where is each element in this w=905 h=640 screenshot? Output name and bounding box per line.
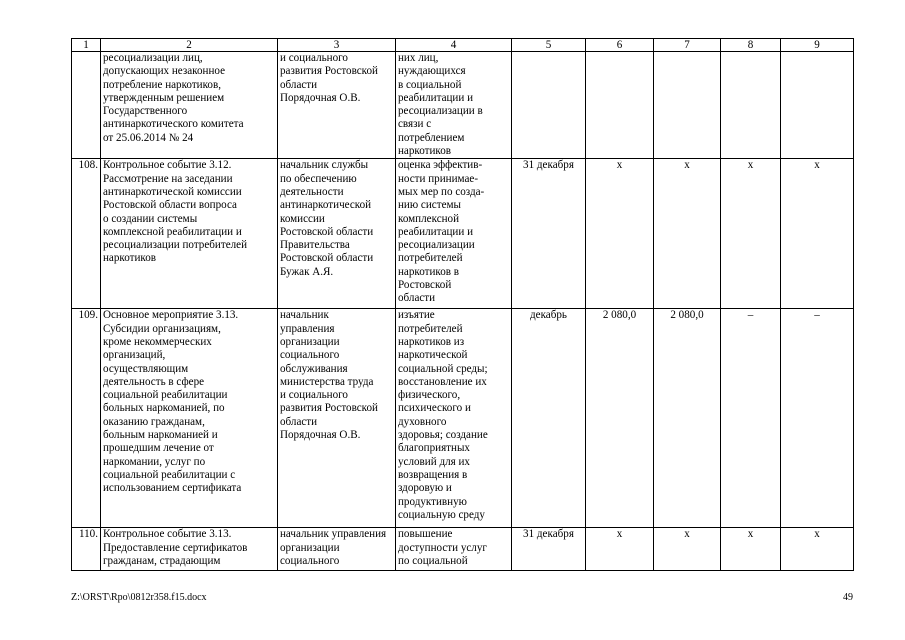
row-number: 110. xyxy=(72,528,101,571)
date-cell: декабрь xyxy=(512,309,586,528)
page-number: 49 xyxy=(843,592,853,603)
value-cell-8: х xyxy=(721,159,781,309)
value-cell-8 xyxy=(721,52,781,159)
value-cell-7: х xyxy=(654,159,721,309)
value-cell-7: 2 080,0 xyxy=(654,309,721,528)
value-cell-9: – xyxy=(781,309,854,528)
col-header-8: 8 xyxy=(721,39,781,52)
table-row xyxy=(72,159,854,309)
event-cell: ресоциализации лиц, допускающих незаконное потребление наркотиков, утвержденным решением Государственного антинаркотического комитета от 25.06.2014 № 24 xyxy=(101,52,278,159)
date-cell: 31 декабря xyxy=(512,528,586,571)
responsible-cell: и социального развития Ростовской области Порядочная О.В. xyxy=(278,52,396,159)
col-header-5: 5 xyxy=(512,39,586,52)
event-cell: Контрольное событие 3.12. Рассмотрение на заседании антинаркотической комиссии Ростовской области вопроса о создании системы комплексной реабилитации и ресоциализации потребителей наркотиков xyxy=(101,159,278,309)
responsible-cell: начальник управления организации социального xyxy=(278,528,396,571)
row-number xyxy=(72,52,101,159)
col-header-6: 6 xyxy=(586,39,654,52)
result-cell: повышение доступности услуг по социальной xyxy=(396,528,512,571)
header-row xyxy=(72,39,854,52)
plan-table xyxy=(71,38,854,571)
result-cell: них лиц, нуждающихся в социальной реабилитации и ресоциализации в связи с потреблением наркотиков xyxy=(396,52,512,159)
date-cell xyxy=(512,52,586,159)
result-cell: изъятие потребителей наркотиков из наркотической социальной среды; восстановление их физического, психического и духовного здоровья; создание благоприятных условий для их возвращения в здоровую и продуктивную социальную среду xyxy=(396,309,512,528)
table-row xyxy=(72,528,854,571)
responsible-cell: начальник управления организации социального обслуживания министерства труда и социального развития Ростовской области Порядочная О.В. xyxy=(278,309,396,528)
col-header-1: 1 xyxy=(72,39,101,52)
value-cell-9: х xyxy=(781,159,854,309)
value-cell-7 xyxy=(654,52,721,159)
col-header-4: 4 xyxy=(396,39,512,52)
event-cell: Контрольное событие 3.13. Предоставление сертификатов гражданам, страдающим xyxy=(101,528,278,571)
value-cell-8: х xyxy=(721,528,781,571)
col-header-9: 9 xyxy=(781,39,854,52)
col-header-7: 7 xyxy=(654,39,721,52)
value-cell-6: х xyxy=(586,528,654,571)
value-cell-9: х xyxy=(781,528,854,571)
value-cell-9 xyxy=(781,52,854,159)
col-header-2: 2 xyxy=(101,39,278,52)
value-cell-6: х xyxy=(586,159,654,309)
row-number: 108. xyxy=(72,159,101,309)
result-cell: оценка эффектив- ности принимае- мых мер по созда- нию системы комплексной реабилитации и ресоциализации потребителей наркотиков в Ростовской области xyxy=(396,159,512,309)
table-row xyxy=(72,52,854,159)
value-cell-8: – xyxy=(721,309,781,528)
table-row xyxy=(72,309,854,528)
event-cell: Основное мероприятие 3.13. Субсидии организациям, кроме некоммерческих организаций, осуществляющим деятельность в сфере социальной реабилитации больных наркоманией, по оказанию гражданам, больным наркоманией и прошедшим лечение от наркомании, услуг по социальной реабилитации с использованием сертификата xyxy=(101,309,278,528)
value-cell-6 xyxy=(586,52,654,159)
file-path: Z:\ORST\Rpo\0812r358.f15.docx xyxy=(71,592,207,603)
row-number: 109. xyxy=(72,309,101,528)
value-cell-6: 2 080,0 xyxy=(586,309,654,528)
date-cell: 31 декабря xyxy=(512,159,586,309)
value-cell-7: х xyxy=(654,528,721,571)
responsible-cell: начальник службы по обеспечению деятельности антинаркотической комиссии Ростовской области Правительства Ростовской области Бужак А.Я. xyxy=(278,159,396,309)
col-header-3: 3 xyxy=(278,39,396,52)
